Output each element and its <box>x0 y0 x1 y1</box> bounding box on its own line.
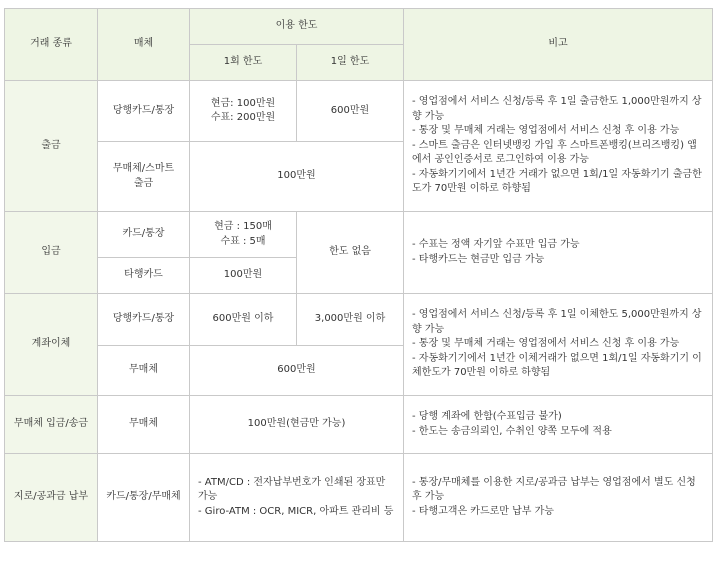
giro-type: 지로/공과금 납부 <box>5 454 98 542</box>
header-once: 1회 한도 <box>190 45 297 81</box>
withdrawal-once-limit <box>190 81 297 142</box>
header-remarks: 비고 <box>404 9 713 81</box>
transfer-medium-nomedia: 무매체 <box>98 346 190 396</box>
giro-remarks <box>404 454 713 542</box>
remark-line: - 스마트 출금은 인터넷뱅킹 가입 후 스마트폰뱅킹(브리즈뱅킹) 앱에서 공인인증서로 로그인하여 이용 가능 <box>412 139 697 166</box>
remark-line: - 타행고객은 카드로만 납부 가능 <box>412 505 554 517</box>
withdrawal-once-check: 수표: 200만원 <box>210 112 276 123</box>
limit-line: - Giro-ATM : OCR, MICR, 아파트 관리비 등 <box>198 505 394 517</box>
nomedia-deposit-remarks <box>404 396 713 454</box>
remark-line: - 통장 및 무매체 거래는 영업점에서 서비스 신청 후 이용 가능 <box>412 338 680 350</box>
header-limit: 이용 한도 <box>190 9 404 45</box>
giro-medium: 카드/통장/무매체 <box>98 454 190 542</box>
remark-line: - 자동화기기에서 1년간 거래가 없으면 1회/1일 자동화기기 출금한도가 70만원 이하로 하향됨 <box>412 168 702 195</box>
deposit-once-cash: 현금 : 150매 <box>214 221 272 232</box>
atm-limit-table <box>4 8 713 542</box>
withdrawal-remarks <box>404 81 713 212</box>
deposit-once-check: 수표 : 5매 <box>220 235 266 247</box>
remark-line: - 영업점에서 서비스 신청/등록 후 1일 이체한도 5,000만원까지 상향 가능 <box>412 309 702 335</box>
remark-line: - 당행 계좌에 한함(수표입금 불가) <box>412 411 562 422</box>
transfer-once-limit: 600만원 이하 <box>190 294 297 346</box>
withdrawal-medium-smart <box>98 142 190 212</box>
transfer-type: 계좌이체 <box>5 294 98 396</box>
withdrawal-smart-limit: 100만원 <box>190 142 404 212</box>
withdrawal-daily-limit: 600만원 <box>297 81 404 142</box>
remark-line: - 타행카드는 현금만 입금 가능 <box>412 253 545 265</box>
header-daily: 1일 한도 <box>297 45 404 81</box>
nomedia-deposit-limit: 100만원(현금만 가능) <box>190 396 404 454</box>
remark-line: - 수표는 정액 자기앞 수표만 입금 가능 <box>412 239 580 250</box>
withdrawal-type: 출금 <box>5 81 98 212</box>
nomedia-deposit-medium: 무매체 <box>98 396 190 454</box>
remark-line: - 영업점에서 서비스 신청/등록 후 1일 출금한도 1,000만원까지 상향 가능 <box>412 96 702 122</box>
remark-line: - 자동화기기에서 1년간 이체거래가 없으면 1회/1일 자동화기기 이체한도가 70만원 이하로 하향됨 <box>412 352 702 379</box>
limit-line: - ATM/CD : 전자납부번호가 인쇄된 장표만 가능 <box>198 476 386 503</box>
deposit-medium-other: 타행카드 <box>98 258 190 294</box>
transfer-nomedia-limit: 600만원 <box>190 346 404 396</box>
medium-line: 무매체/스마트 <box>112 163 175 174</box>
transfer-medium-card: 당행카드/통장 <box>98 294 190 346</box>
remark-line: - 통장/무매체를 이용한 지로/공과금 납부는 영업점에서 별도 신청 후 가능 <box>412 476 696 503</box>
deposit-other-limit: 100만원 <box>190 258 297 294</box>
deposit-type: 입금 <box>5 212 98 294</box>
deposit-remarks <box>404 212 713 294</box>
deposit-once-limit <box>190 212 297 258</box>
medium-line: 출금 <box>133 177 154 189</box>
giro-limit <box>190 454 404 542</box>
header-medium: 매체 <box>98 9 190 81</box>
deposit-medium-card: 카드/통장 <box>98 212 190 258</box>
remark-line: - 한도는 송금의뢰인, 수취인 양쪽 모두에 적용 <box>412 425 612 437</box>
header-type: 거래 종류 <box>5 9 98 81</box>
withdrawal-medium-card: 당행카드/통장 <box>98 81 190 142</box>
transfer-remarks <box>404 294 713 396</box>
deposit-daily-limit: 한도 없음 <box>297 212 404 294</box>
withdrawal-once-cash: 현금: 100만원 <box>210 97 276 109</box>
nomedia-deposit-type: 무매체 입금/송금 <box>5 396 98 454</box>
remark-line: - 통장 및 무매체 거래는 영업점에서 서비스 신청 후 이용 가능 <box>412 125 680 137</box>
transfer-daily-limit: 3,000만원 이하 <box>297 294 404 346</box>
